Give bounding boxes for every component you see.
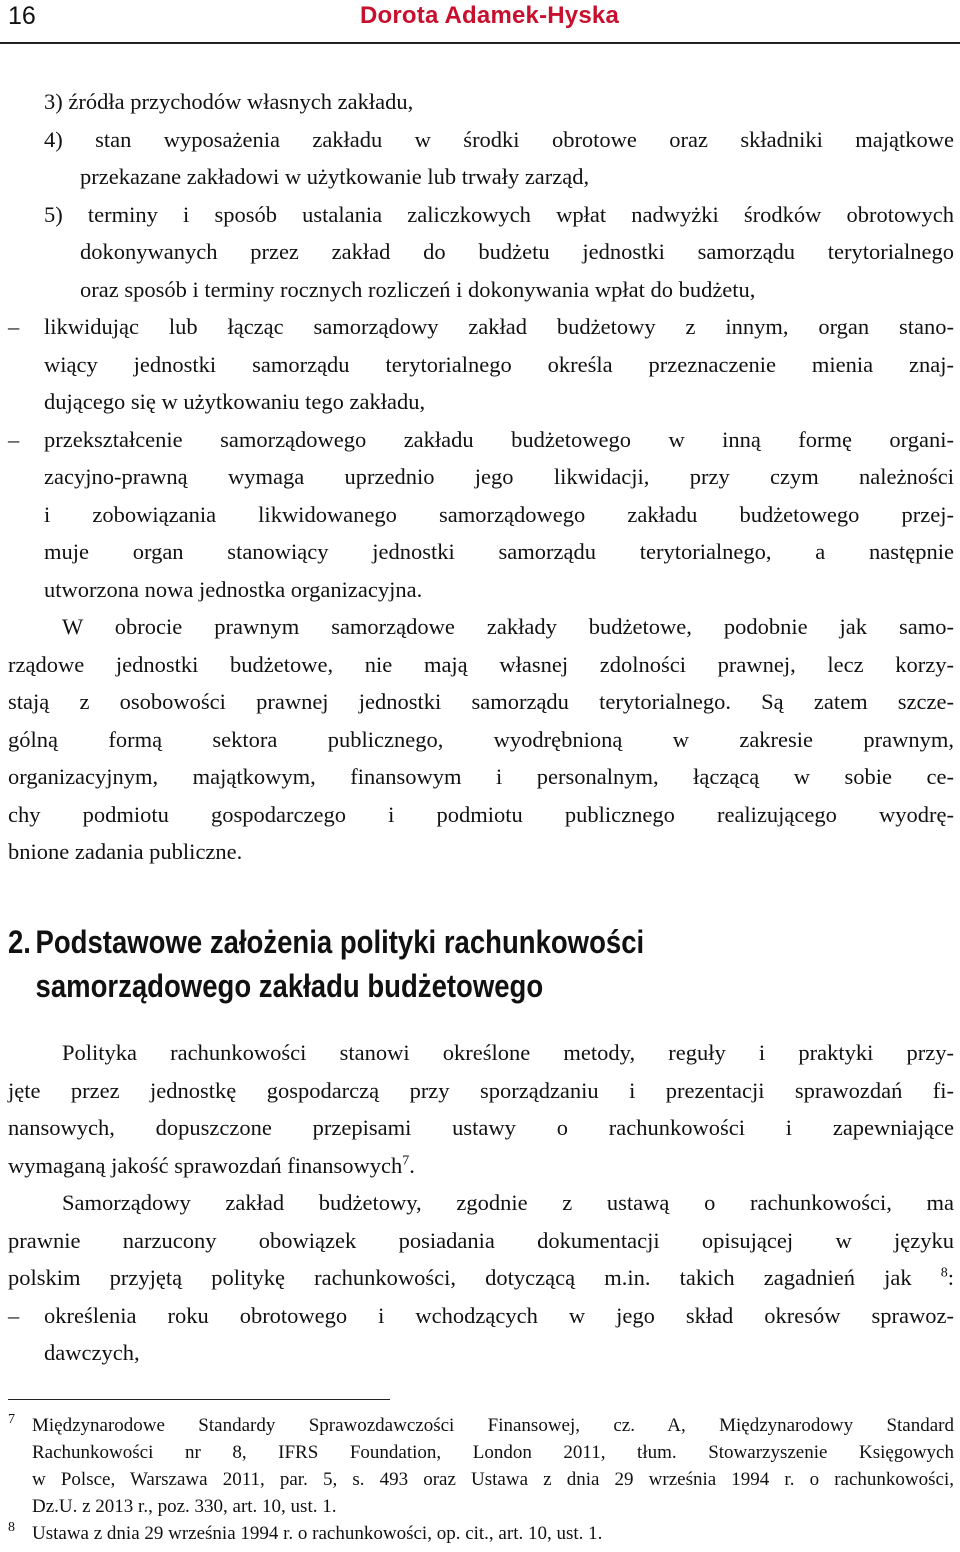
footnote-7-line3: w Polsce, Warszawa 2011, par. 5, s. 493 oraz Ustawa z dnia 29 września 1994 r. o rachunkowości,	[32, 1469, 954, 1490]
section-heading	[8, 920, 822, 1008]
list-item-5-line2: dokonywanych przez zakład do budżetu jednostki samorządu terytorialnego	[80, 239, 954, 264]
paragraph-line: prawnie narzucony obowiązek posiadania dokumentacji opisującej w języku	[8, 1227, 954, 1253]
footnote-8: 8 Ustawa z dnia 29 września 1994 r. o rachunkowości, op. cit., art. 10, ust. 1.	[8, 1520, 954, 1547]
footnote-7-line2: Rachunkowości nr 8, IFRS Foundation, London 2011, tłum. Stowarzyszenie Księgowych	[32, 1442, 954, 1463]
dash-item-2-line3: i zobowiązania likwidowanego samorządowego zakładu budżetowego przej-	[44, 501, 954, 527]
dash-item-3-line2: dawczych,	[44, 1340, 140, 1365]
dash-item-3-line1: – określenia roku obrotowego i wchodzących w jego skład okresów sprawoz-	[8, 1297, 954, 1335]
list-item-5-line3: oraz sposób i terminy rocznych rozliczeń i dokonywania wpłat do budżetu,	[80, 276, 756, 302]
paragraph-line: jęte przez jednostkę gospodarczą przy sporządzaniu i prezentacji sprawozdań fi-	[8, 1077, 954, 1103]
list-item-4-line2: przekazane zakładowi w użytkowanie lub trwały zarząd,	[80, 164, 590, 189]
page-number: 16	[8, 2, 36, 30]
dash-item-2-line5: utworzona nowa jednostka organizacyjna.	[44, 576, 423, 602]
footnote-7-line4: Dz.U. z 2013 r., poz. 330, art. 10, ust. 1.	[32, 1496, 337, 1517]
running-author: Dorota Adamek-Hyska	[360, 2, 619, 29]
footnote-divider	[8, 1399, 390, 1400]
paragraph-line: nansowych, dopuszczone przepisami ustawy o rachunkowości i zapewniające	[8, 1115, 954, 1140]
body-text-section2	[8, 1034, 954, 1372]
paragraph-line: polskim przyjętą politykę rachunkowości, dotyczącą m.in. takich zagadnień jak $^8$:	[8, 1265, 955, 1290]
dash-bullet: –	[8, 1302, 20, 1328]
list-item-4-line1: 4) stan wyposażenia zakładu w środki obrotowe oraz składniki majątkowe	[44, 126, 954, 152]
dash-item-2-line2: zacyjno-prawną wymaga uprzednio jego likwidacji, przy czym należności	[44, 464, 954, 489]
paragraph-line: gólną formą sektora publicznego, wyodrębnioną w zakresie prawnym,	[8, 726, 954, 752]
footnote-ref-8[interactable]: 8	[940, 1265, 948, 1281]
paragraph-line: rządowe jednostki budżetowe, nie mają własnej zdolności prawnej, lecz korzy-	[8, 651, 954, 677]
paragraph-line: bnione zadania publiczne.	[8, 839, 243, 864]
paragraph-line: wymaganą jakość sprawozdań finansowych$^7$.	[8, 1152, 415, 1178]
page-header	[0, 0, 960, 44]
section-heading-line2: samorządowego zakładu budżetowego	[35, 968, 544, 1004]
dash-item-1-line3: dującego się w użytkowaniu tego zakładu,	[44, 389, 426, 414]
footnotes	[8, 1412, 954, 1547]
dash-bullet: –	[8, 426, 20, 452]
footnote-number-8: 8	[8, 1520, 15, 1535]
dash-item-2-line1: – przekształcenie samorządowego zakładu budżetowego w inną formę organi-	[8, 421, 954, 459]
list-item-5-line1: 5) terminy i sposób ustalania zaliczkowych wpłat nadwyżki środków obrotowych	[44, 201, 954, 227]
paragraph-line: organizacyjnym, majątkowym, finansowym i personalnym, łączącą w sobie ce-	[8, 764, 954, 789]
paragraph-line: Samorządowy zakład budżetowy, zgodnie z ustawą o rachunkowości, ma	[62, 1190, 954, 1215]
paragraph-line: Polityka rachunkowości stanowi określone metody, reguły i praktyki przy-	[62, 1040, 954, 1065]
dash-item-1-line1: – likwidując lub łącząc samorządowy zakład budżetowy z innym, organ stano-	[8, 308, 954, 346]
dash-item-2-line4: muje organ stanowiący jednostki samorządu terytorialnego, a następnie	[44, 539, 954, 564]
section-number: 2.	[8, 924, 31, 960]
section-heading-line1: 2. Podstawowe założenia polityki rachunkowości	[8, 920, 822, 964]
body-text-section1	[8, 83, 954, 871]
paragraph-line: W obrocie prawnym samorządowe zakłady budżetowe, podobnie jak samo-	[62, 614, 954, 639]
footnote-7-line1: 7 Międzynarodowe Standardy Sprawozdawczości Finansowej, cz. A, Międzynarodowy Standard	[8, 1412, 954, 1439]
dash-bullet: –	[8, 314, 20, 339]
list-item-3: 3) źródła przychodów własnych zakładu,	[44, 89, 414, 114]
paragraph-line: stają z osobowości prawnej jednostki samorządu terytorialnego. Są zatem szcze-	[8, 689, 954, 714]
footnote-ref-7[interactable]: 7	[402, 1153, 410, 1168]
paragraph-line: chy podmiotu gospodarczego i podmiotu publicznego realizującego wyodrę-	[8, 801, 954, 827]
footnote-number-7: 7	[8, 1412, 15, 1427]
dash-item-1-line2: wiący jednostki samorządu terytorialnego określa przeznaczenie mienia znaj-	[44, 351, 954, 377]
